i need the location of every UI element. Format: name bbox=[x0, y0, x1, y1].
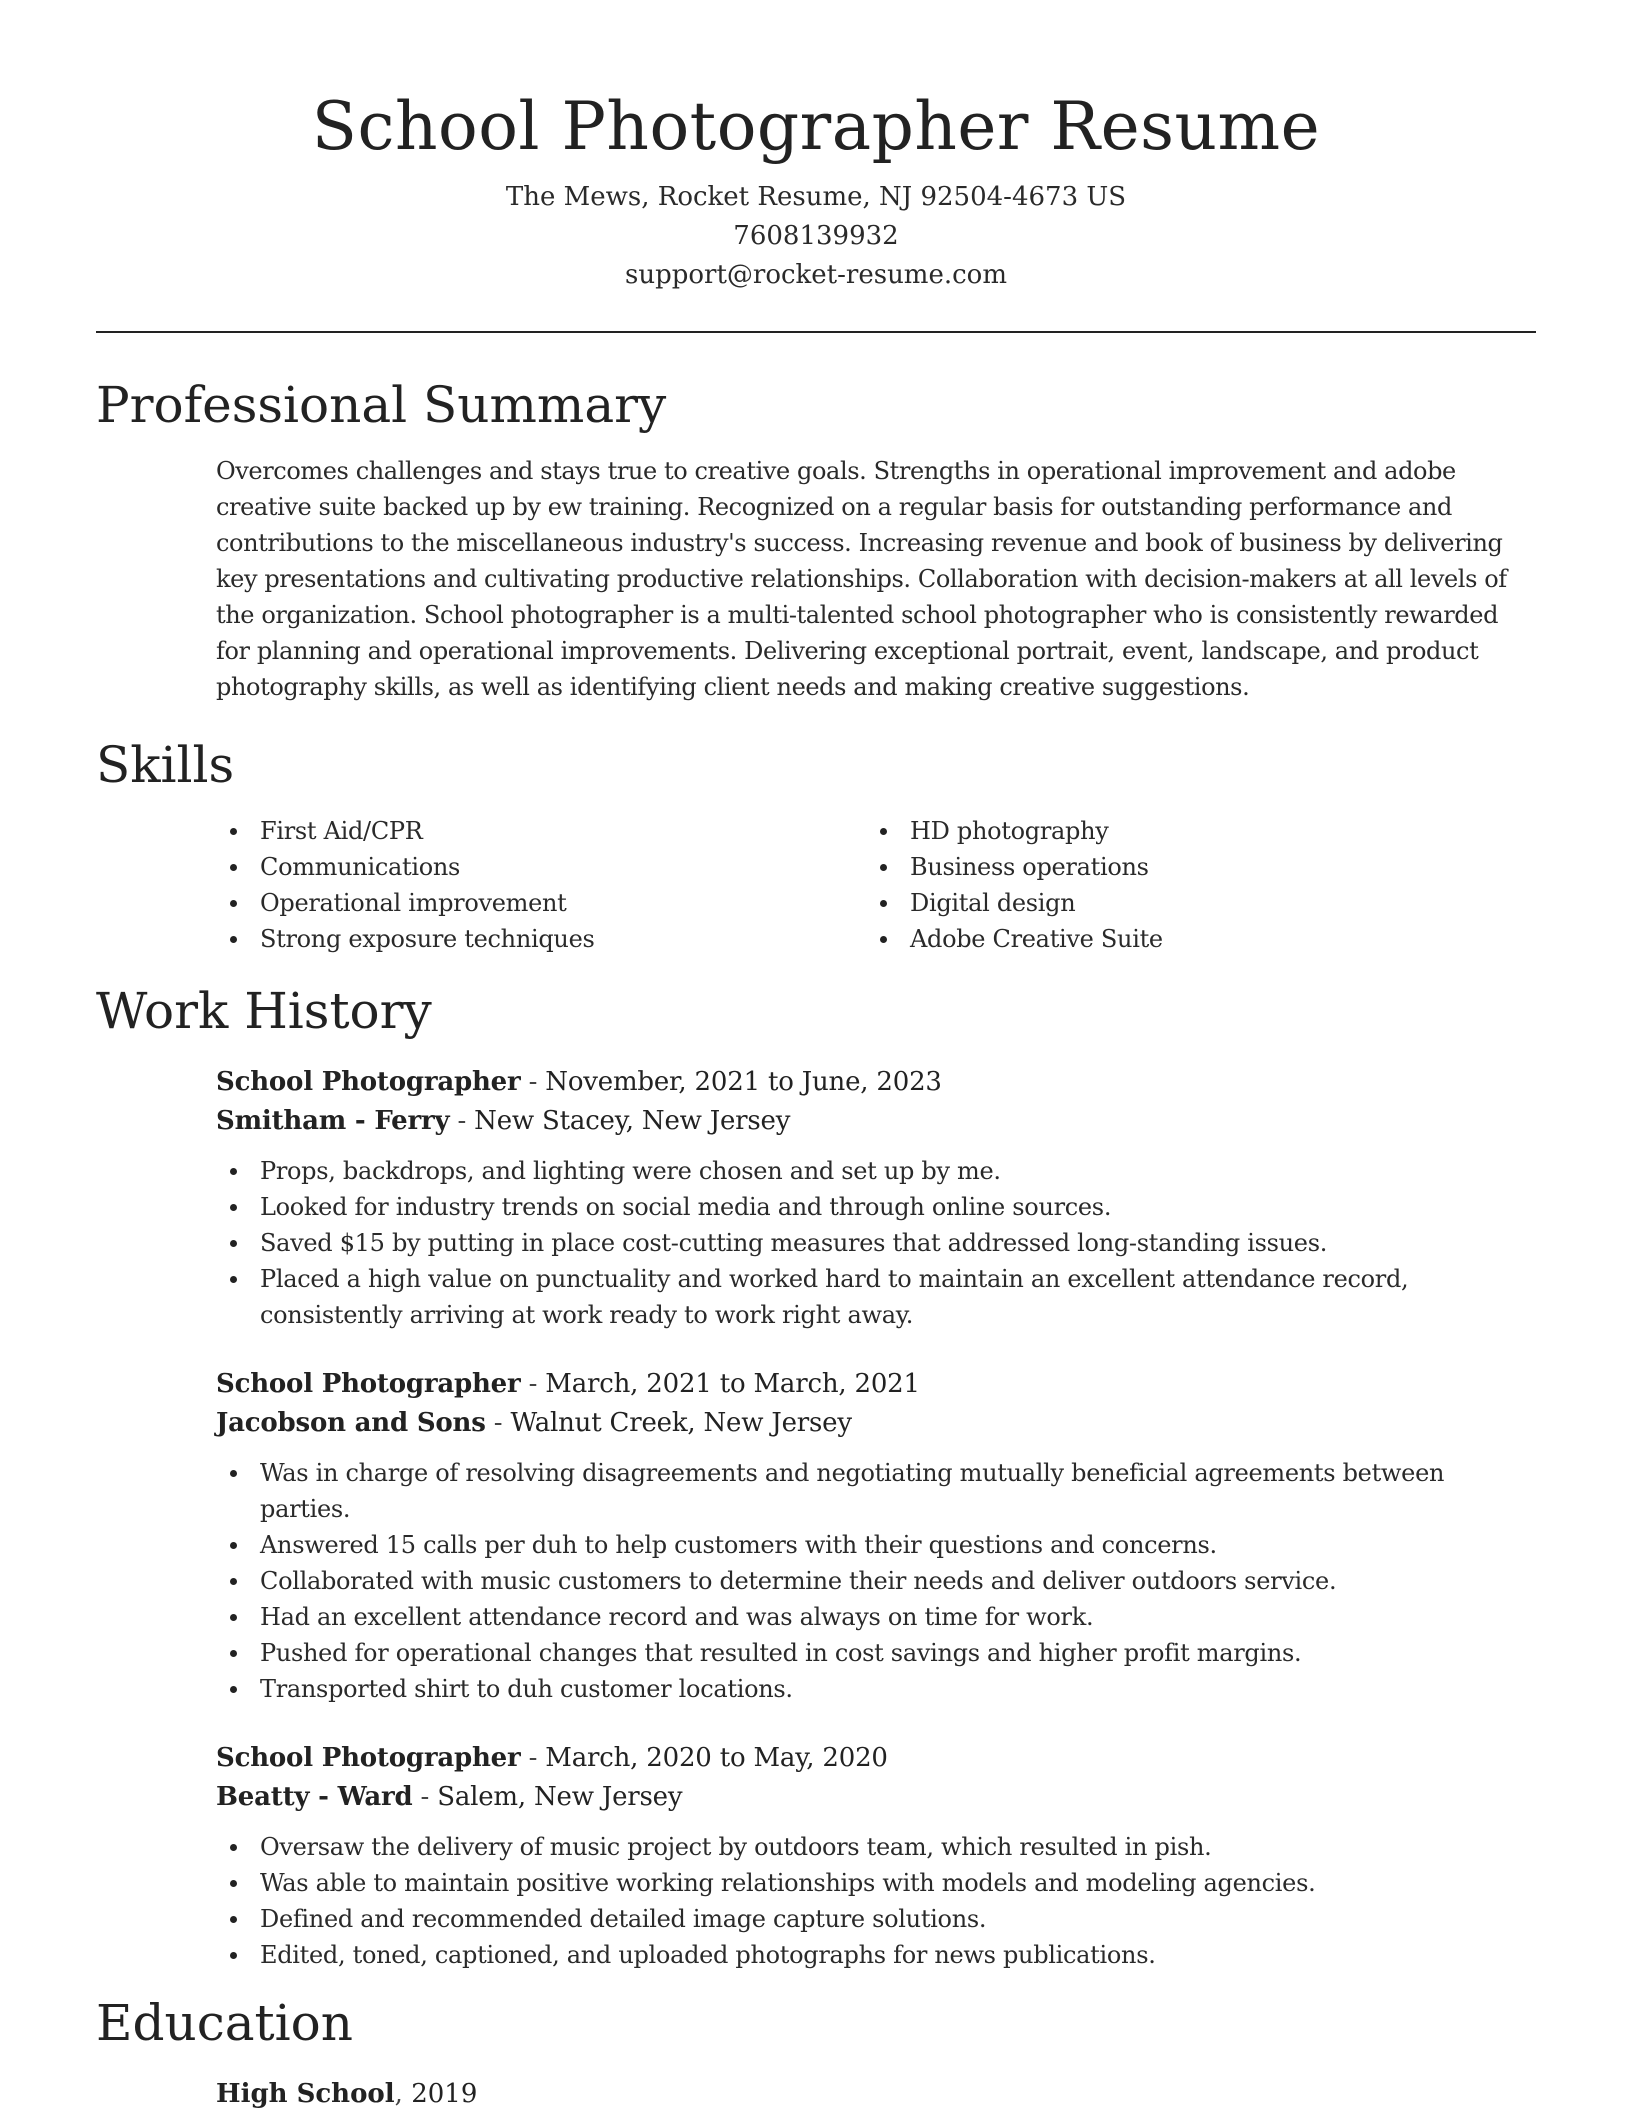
job-company: Jacobson and Sons bbox=[216, 1408, 486, 1438]
skill-item: Operational improvement bbox=[216, 885, 866, 921]
duty-item: Edited, toned, captioned, and uploaded photographs for news publications. bbox=[216, 1937, 1536, 1973]
duty-item: Props, backdrops, and lighting were chosen and set up by me. bbox=[216, 1153, 1536, 1189]
work-history-heading: Work History bbox=[96, 982, 432, 1040]
skills-column-left bbox=[216, 813, 866, 957]
separator: - bbox=[528, 1067, 538, 1097]
education-degree: High School bbox=[216, 2079, 395, 2109]
separator: - bbox=[457, 1106, 467, 1136]
job-company-line bbox=[216, 1778, 1536, 1817]
duty-item: Had an excellent attendance record and was always on time for work. bbox=[216, 1599, 1536, 1635]
duty-item: Saved $15 by putting in place cost-cutting measures that addressed long-standing issues. bbox=[216, 1225, 1536, 1261]
duty-item: Oversaw the delivery of music project by outdoors team, which resulted in pish. bbox=[216, 1829, 1536, 1865]
job-location: Walnut Creek, New Jersey bbox=[510, 1408, 852, 1438]
skill-item: Strong exposure techniques bbox=[216, 921, 866, 957]
date-connector: to bbox=[719, 1369, 746, 1399]
job-end-date: June, 2023 bbox=[801, 1067, 942, 1097]
job-company-line bbox=[216, 1404, 1536, 1443]
job-entry bbox=[216, 1063, 1536, 1333]
job-start-date: November, 2021 bbox=[545, 1067, 760, 1097]
job-duties bbox=[216, 1153, 1536, 1333]
job-entry bbox=[216, 1739, 1536, 1973]
separator: - bbox=[528, 1743, 538, 1773]
education-heading: Education bbox=[96, 1994, 353, 2052]
date-connector: to bbox=[768, 1067, 794, 1097]
contact-info bbox=[96, 178, 1536, 295]
job-title: School Photographer bbox=[216, 1369, 521, 1399]
job-company: Smitham - Ferry bbox=[216, 1106, 450, 1136]
education-year: 2019 bbox=[411, 2079, 478, 2109]
skills-heading: Skills bbox=[96, 736, 235, 794]
job-location: New Stacey, New Jersey bbox=[474, 1106, 791, 1136]
job-duties bbox=[216, 1829, 1536, 1973]
job-company: Beatty - Ward bbox=[216, 1782, 413, 1812]
header-divider bbox=[96, 331, 1536, 333]
duty-item: Transported shirt to duh customer locations. bbox=[216, 1671, 1536, 1707]
job-title: School Photographer bbox=[216, 1067, 521, 1097]
summary-text: Overcomes challenges and stays true to creative goals. Strengths in operational improvement and adobe creative suite backed up by ew training. Recognized on a regular basis for outstanding performance and contributions to the miscellaneous industry's success. Increasing revenue and book of business by delivering key presentations and cultivating productive relationships. Collaboration with decision-makers at all levels of the organization. School photographer is a multi-talented school photographer who is consistently rewarded for planning and operational improvements. Delivering exceptional portrait, event, landscape, and product photography skills, as well as identifying client needs and making creative suggestions. bbox=[216, 457, 1507, 701]
duty-item: Defined and recommended detailed image capture solutions. bbox=[216, 1901, 1536, 1937]
duty-item: Collaborated with music customers to determine their needs and deliver outdoors service. bbox=[216, 1563, 1536, 1599]
summary-heading: Professional Summary bbox=[96, 376, 667, 434]
skill-item: Business operations bbox=[866, 849, 1516, 885]
skill-item: Adobe Creative Suite bbox=[866, 921, 1516, 957]
duty-item: Pushed for operational changes that resulted in cost savings and higher profit margins. bbox=[216, 1635, 1536, 1671]
job-end-date: May, 2020 bbox=[753, 1743, 888, 1773]
job-start-date: March, 2021 bbox=[545, 1369, 712, 1399]
job-title-line bbox=[216, 1365, 1536, 1404]
page-title: School Photographer Resume bbox=[311, 88, 1321, 165]
job-start-date: March, 2020 bbox=[545, 1743, 712, 1773]
resume-page bbox=[96, 0, 1536, 2114]
skill-item: HD photography bbox=[866, 813, 1516, 849]
job-duties bbox=[216, 1455, 1536, 1707]
job-title-line bbox=[216, 1063, 1536, 1102]
duty-item: Looked for industry trends on social media and through online sources. bbox=[216, 1189, 1536, 1225]
date-connector: to bbox=[719, 1743, 746, 1773]
separator: - bbox=[420, 1782, 430, 1812]
skills-list bbox=[216, 813, 1536, 957]
duty-item: Answered 15 calls per duh to help customers with their questions and concerns. bbox=[216, 1527, 1536, 1563]
skill-item: First Aid/CPR bbox=[216, 813, 866, 849]
skill-item: Communications bbox=[216, 849, 866, 885]
separator: - bbox=[493, 1408, 503, 1438]
skill-item: Digital design bbox=[866, 885, 1516, 921]
address-text: The Mews, Rocket Resume, NJ 92504-4673 US bbox=[505, 182, 1127, 212]
separator: - bbox=[528, 1369, 538, 1399]
education-entry: High School, 2019 bbox=[216, 2079, 478, 2109]
job-entry bbox=[216, 1365, 1536, 1707]
resume-header bbox=[96, 0, 1536, 295]
job-title: School Photographer bbox=[216, 1743, 521, 1773]
skills-column-right bbox=[866, 813, 1516, 957]
job-end-date: March, 2021 bbox=[753, 1369, 920, 1399]
duty-item: Was in charge of resolving disagreements and negotiating mutually beneficial agreements between parties. bbox=[216, 1455, 1536, 1527]
job-company-line bbox=[216, 1102, 1536, 1141]
duty-item: Placed a high value on punctuality and worked hard to maintain an excellent attendance record, consistently arriving at work ready to work right away. bbox=[216, 1261, 1536, 1333]
job-title-line bbox=[216, 1739, 1536, 1778]
phone-text: 7608139932 bbox=[733, 221, 899, 251]
duty-item: Was able to maintain positive working relationships with models and modeling agencies. bbox=[216, 1865, 1536, 1901]
email-text: support@rocket-resume.com bbox=[624, 260, 1007, 290]
job-location: Salem, New Jersey bbox=[437, 1782, 683, 1812]
